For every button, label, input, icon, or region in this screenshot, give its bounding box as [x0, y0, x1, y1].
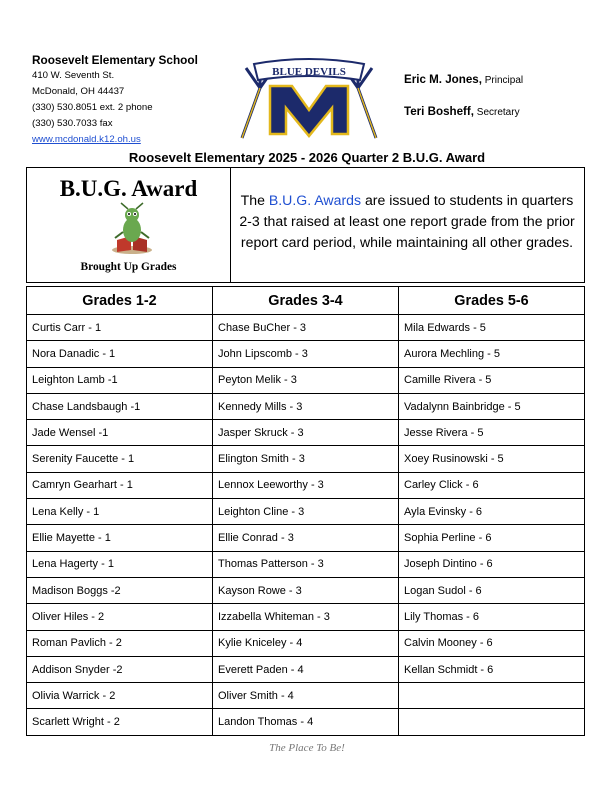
student-name-cell: Roman Pavlich - 2	[27, 630, 213, 656]
award-subheading: Brought Up Grades	[80, 261, 177, 273]
student-name-cell: Leighton Lamb -1	[27, 367, 213, 393]
student-name-cell: Lena Kelly - 1	[27, 499, 213, 525]
student-name-cell: Carley Click - 6	[399, 472, 585, 498]
bug-reading-book-icon	[103, 202, 161, 258]
student-name-cell: John Lipscomb - 3	[213, 341, 399, 367]
table-row	[27, 525, 585, 551]
award-badge	[27, 168, 231, 282]
student-name-cell: Kylie Kniceley - 4	[213, 630, 399, 656]
student-name-cell: Ayla Evinsky - 6	[399, 499, 585, 525]
student-name-cell: Joseph Dintino - 6	[399, 551, 585, 577]
school-address-line2: McDonald, OH 44437	[32, 86, 125, 97]
student-name-cell: Thomas Patterson - 3	[213, 551, 399, 577]
student-name-cell	[399, 709, 585, 735]
student-name-cell: Calvin Mooney - 6	[399, 630, 585, 656]
award-box	[26, 167, 585, 283]
school-fax: (330) 530.7033 fax	[32, 118, 113, 129]
secretary-role: Secretary	[476, 107, 520, 118]
student-name-cell: Aurora Mechling - 5	[399, 341, 585, 367]
school-phone: (330) 530.8051 ext. 2 phone	[32, 102, 153, 113]
student-name-cell: Everett Paden - 4	[213, 656, 399, 682]
principal-role: Principal	[484, 75, 524, 86]
table-row	[27, 367, 585, 393]
column-header-grades-3-4: Grades 3-4	[213, 287, 399, 315]
award-description	[230, 190, 584, 253]
table-row	[27, 420, 585, 446]
table-row	[27, 499, 585, 525]
award-text-post: are issued to students in quarters 2-3 that raised at least one report grade from the prior report card period, while maintaining all other grades.	[239, 192, 575, 250]
table-row	[27, 656, 585, 682]
school-name: Roosevelt Elementary School	[32, 53, 198, 67]
student-name-cell: Kennedy Mills - 3	[213, 393, 399, 419]
award-heading: B.U.G. Award	[59, 176, 198, 201]
student-name-cell: Nora Danadic - 1	[27, 341, 213, 367]
student-name-cell: Izzabella Whiteman - 3	[213, 604, 399, 630]
student-name-cell: Madison Boggs -2	[27, 577, 213, 603]
student-name-cell: Oliver Hiles - 2	[27, 604, 213, 630]
student-name-cell: Lennox Leeworthy - 3	[213, 472, 399, 498]
student-name-cell: Lena Hagerty - 1	[27, 551, 213, 577]
school-info	[32, 52, 232, 148]
table-row	[27, 577, 585, 603]
column-header-grades-1-2: Grades 1-2	[27, 287, 213, 315]
student-name-cell: Vadalynn Bainbridge - 5	[399, 393, 585, 419]
student-name-cell: Chase Landsbaugh -1	[27, 393, 213, 419]
table-header-row	[27, 287, 585, 315]
student-name-cell: Olivia Warrick - 2	[27, 683, 213, 709]
table-row	[27, 341, 585, 367]
award-text-pre: The	[240, 192, 269, 208]
school-address-line1: 410 W. Seventh St.	[32, 70, 115, 81]
student-name-cell: Curtis Carr - 1	[27, 315, 213, 341]
column-header-grades-5-6: Grades 5-6	[399, 287, 585, 315]
grades-table-body	[27, 315, 585, 736]
student-name-cell: Jade Wensel -1	[27, 420, 213, 446]
student-name-cell	[399, 683, 585, 709]
table-row	[27, 315, 585, 341]
student-name-cell: Leighton Cline - 3	[213, 499, 399, 525]
student-name-cell: Lily Thomas - 6	[399, 604, 585, 630]
student-name-cell: Peyton Melik - 3	[213, 367, 399, 393]
table-row	[27, 551, 585, 577]
student-name-cell: Camryn Gearhart - 1	[27, 472, 213, 498]
student-name-cell: Serenity Faucette - 1	[27, 446, 213, 472]
student-name-cell: Kellan Schmidt - 6	[399, 656, 585, 682]
table-row	[27, 630, 585, 656]
student-name-cell: Kayson Rowe - 3	[213, 577, 399, 603]
footer-motto: The Place To Be!	[269, 742, 345, 754]
student-name-cell: Mila Edwards - 5	[399, 315, 585, 341]
student-name-cell: Logan Sudol - 6	[399, 577, 585, 603]
student-name-cell: Chase BuCher - 3	[213, 315, 399, 341]
table-row	[27, 393, 585, 419]
student-name-cell: Jasper Skruck - 3	[213, 420, 399, 446]
table-row	[27, 446, 585, 472]
award-text-highlight: B.U.G. Awards	[268, 192, 362, 208]
school-website-link[interactable]: www.mcdonald.k12.oh.us	[32, 134, 141, 145]
student-name-cell: Scarlett Wright - 2	[27, 709, 213, 735]
table-row	[27, 472, 585, 498]
principal-name: Eric M. Jones,	[404, 73, 482, 86]
table-row	[27, 604, 585, 630]
blue-devils-logo	[220, 50, 398, 142]
student-name-cell: Xoey Rusinowski - 5	[399, 446, 585, 472]
student-name-cell: Camille Rivera - 5	[399, 367, 585, 393]
secretary-name: Teri Bosheff,	[404, 105, 474, 118]
student-name-cell: Ellie Conrad - 3	[213, 525, 399, 551]
logo-banner-text: BLUE DEVILS	[272, 66, 346, 78]
student-name-cell: Ellie Mayette - 1	[27, 525, 213, 551]
staff-list	[404, 64, 523, 128]
student-name-cell: Sophia Perline - 6	[399, 525, 585, 551]
grades-table	[26, 286, 585, 736]
student-name-cell: Addison Snyder -2	[27, 656, 213, 682]
staff-principal	[404, 64, 523, 96]
page-title: Roosevelt Elementary 2025 - 2026 Quarter 2 B.U.G. Award	[128, 150, 486, 165]
student-name-cell: Elington Smith - 3	[213, 446, 399, 472]
table-row	[27, 709, 585, 735]
table-row	[27, 683, 585, 709]
student-name-cell: Oliver Smith - 4	[213, 683, 399, 709]
student-name-cell: Jesse Rivera - 5	[399, 420, 585, 446]
student-name-cell: Landon Thomas - 4	[213, 709, 399, 735]
staff-secretary	[404, 96, 523, 128]
